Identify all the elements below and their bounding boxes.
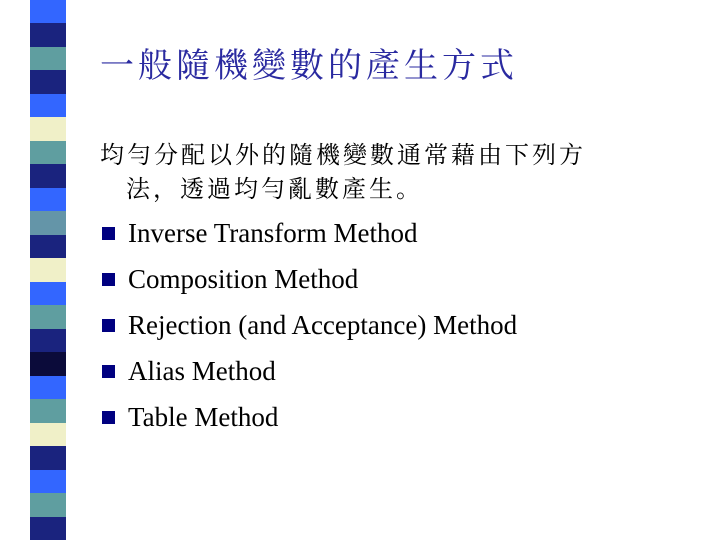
slide-body bbox=[100, 138, 700, 440]
square-bullet-icon bbox=[102, 227, 115, 240]
method-list bbox=[100, 210, 700, 440]
square-bullet-icon bbox=[102, 273, 115, 286]
stripe-block bbox=[30, 117, 66, 141]
list-item bbox=[100, 348, 700, 394]
stripe-block bbox=[30, 141, 66, 165]
stripe-block bbox=[30, 0, 66, 24]
square-bullet-icon bbox=[102, 319, 115, 332]
stripe-block bbox=[30, 47, 66, 71]
stripe-block bbox=[30, 517, 66, 540]
stripe-block bbox=[30, 376, 66, 400]
stripe-block bbox=[30, 188, 66, 212]
list-item bbox=[100, 210, 700, 256]
intro-paragraph bbox=[100, 138, 700, 206]
stripe-block bbox=[30, 305, 66, 329]
stripe-block bbox=[30, 470, 66, 494]
stripe-block bbox=[30, 235, 66, 259]
stripe-block bbox=[30, 211, 66, 235]
stripe-block bbox=[30, 70, 66, 94]
stripe-block bbox=[30, 23, 66, 47]
list-item bbox=[100, 256, 700, 302]
list-item-text: Inverse Transform Method bbox=[128, 218, 418, 248]
stripe-block bbox=[30, 94, 66, 118]
list-item bbox=[100, 302, 700, 348]
stripe-block bbox=[30, 493, 66, 517]
list-item-text: Alias Method bbox=[128, 356, 276, 386]
stripe-block bbox=[30, 258, 66, 282]
stripe-block bbox=[30, 446, 66, 470]
square-bullet-icon bbox=[102, 411, 115, 424]
list-item bbox=[100, 394, 700, 440]
list-item-text: Composition Method bbox=[128, 264, 359, 294]
decorative-stripe bbox=[30, 0, 66, 540]
stripe-block bbox=[30, 164, 66, 188]
stripe-block bbox=[30, 282, 66, 306]
list-item-text: Rejection (and Acceptance) Method bbox=[128, 310, 518, 340]
stripe-block bbox=[30, 352, 66, 376]
slide-title: 一般隨機變數的產生方式 bbox=[100, 46, 518, 86]
stripe-block bbox=[30, 399, 66, 423]
intro-line-2: 法，透過均勻亂數產生。 bbox=[126, 175, 423, 203]
stripe-block bbox=[30, 329, 66, 353]
stripe-block bbox=[30, 423, 66, 447]
list-item-text: Table Method bbox=[128, 402, 279, 432]
square-bullet-icon bbox=[102, 365, 115, 378]
intro-line-1: 均勻分配以外的隨機變數通常藉由下列方 bbox=[100, 141, 586, 169]
